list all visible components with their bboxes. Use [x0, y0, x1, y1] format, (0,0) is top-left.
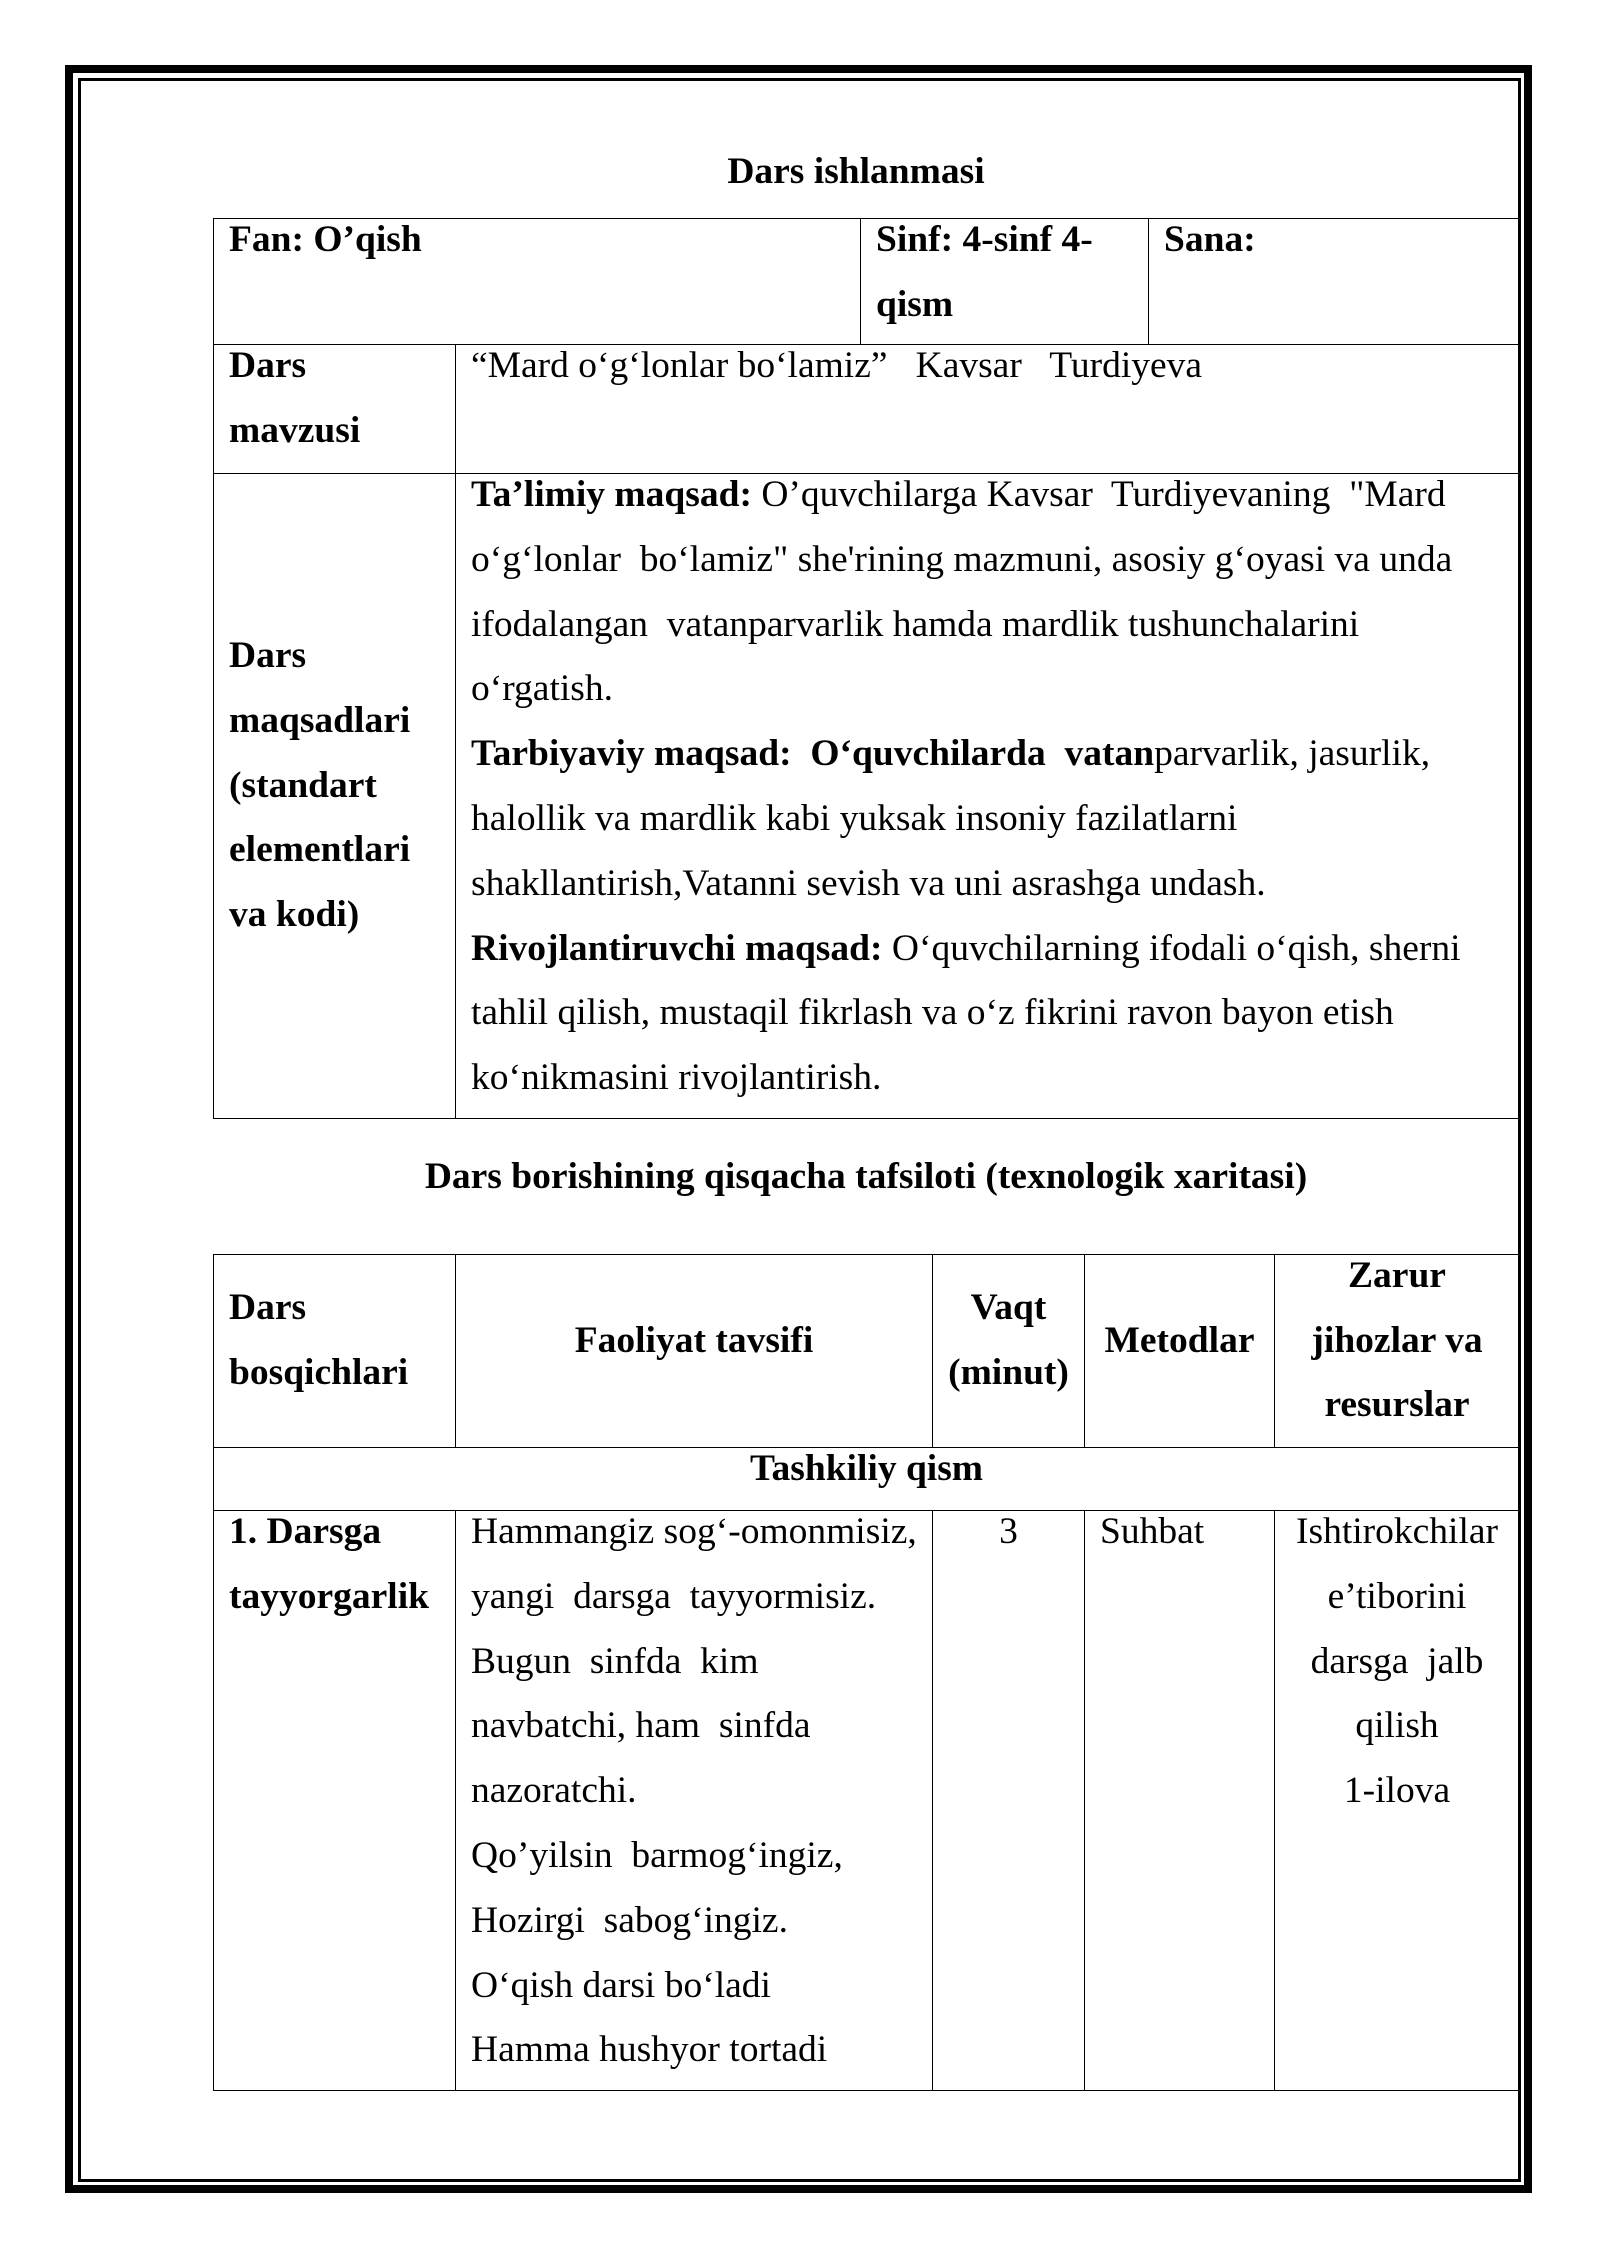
header-stage [229, 1276, 449, 1406]
topic-label-cell [214, 345, 456, 474]
lesson-flow-table [213, 1254, 1520, 2091]
header-time-line: (minut) [948, 1352, 1069, 1393]
stage-cell [214, 1511, 456, 2091]
section-title: Tashkiliy qism [749, 1448, 984, 1489]
activity-line: yangi darsga tayyormisiz. [471, 1575, 877, 1617]
header-time-line: Vaqt [970, 1287, 1047, 1329]
header-activity-cell [456, 1255, 933, 1448]
methods-cell [1085, 1511, 1275, 2091]
header-stage-line: bosqichlari [229, 1352, 409, 1393]
goals-label-line: Dars [229, 635, 307, 676]
goal-line: halollik va mardlik kabi yuksak insoniy fazilatlarni [471, 797, 1238, 839]
goals-label-line: va kodi) [229, 894, 360, 936]
grade-text-line: qism [876, 283, 954, 325]
info-row-goals [214, 474, 1520, 1119]
resources-line: e’tiborini [1327, 1575, 1467, 1617]
flow-heading: Dars borishining qisqacha tafsiloti (texnologik xaritasi) [424, 1156, 1308, 1197]
resources-line: darsga jalb [1310, 1640, 1484, 1682]
goal-line [471, 463, 1513, 528]
goals-cell [456, 474, 1520, 1119]
activity-line: navbatchi, ham sinfda [471, 1705, 811, 1747]
info-row-subject [214, 219, 1520, 345]
header-methods-cell [1085, 1255, 1275, 1448]
activity-text [471, 1500, 926, 2083]
topic-label-line: Dars [229, 345, 307, 386]
subject-cell [214, 219, 861, 345]
activity-line: Hammangiz sog‘-omonmisiz, [471, 1511, 917, 1552]
activity-line: Qo’yilsin barmog‘ingiz, [471, 1834, 843, 1876]
stage-text [229, 1500, 449, 1630]
resources-line: 1-ilova [1343, 1770, 1451, 1812]
header-resources-cell [1275, 1255, 1520, 1448]
goal-line: shakllantirish,Vatanni sevish va uni asrashga undash. [471, 862, 1266, 904]
document-title: Dars ishlanmasi [727, 151, 985, 192]
date-cell [1149, 219, 1520, 345]
goal-text: O‘quvchilarning ifodali o‘qish, sherni [891, 927, 1461, 969]
activity-line: O‘qish darsi bo‘ladi [471, 1964, 771, 2006]
header-stage-cell [214, 1255, 456, 1448]
grade-cell [861, 219, 1149, 345]
goals-text [471, 463, 1513, 1111]
methods-value: Suhbat [1100, 1511, 1205, 1552]
header-resources [1279, 1244, 1515, 1438]
goal-line [471, 722, 1513, 787]
header-activity: Faoliyat tavsifi [574, 1319, 814, 1361]
goal-line: ifodalangan vatanparvarlik hamda mardlik tushunchalarini [471, 603, 1360, 645]
goal-line: ko‘nikmasini rivojlantirish. [471, 1057, 882, 1099]
activity-line: Hozirgi sabog‘ingiz. [471, 1899, 788, 1941]
goal-label-talimiy: Ta’limiy maqsad: [471, 474, 752, 515]
subject-text: Fan: O’qish [229, 219, 422, 260]
activity-cell [456, 1511, 933, 2091]
goals-label-line: (standart [229, 764, 377, 806]
resources-line: Ishtirokchilar [1295, 1511, 1499, 1552]
goals-label [229, 624, 449, 948]
stage-line: tayyorgarlik [229, 1575, 429, 1617]
table-row [214, 1511, 1520, 2091]
lesson-info-table [213, 218, 1520, 1119]
grade-text [876, 208, 1142, 338]
topic-cell [456, 345, 1520, 474]
header-stage-line: Dars [229, 1287, 307, 1329]
goal-bold-text: O‘quvchilarda vatan [810, 733, 1155, 775]
topic-text: “Mard o‘g‘lonlar bo‘lamiz” Kavsar Turdiyeva [471, 345, 1203, 386]
goal-text: O’quvchilarga Kavsar Turdiyevaning "Mard [761, 474, 1446, 515]
header-resources-line: Zarur [1348, 1254, 1446, 1296]
resources-line: qilish [1355, 1705, 1439, 1747]
topic-label-line: mavzusi [229, 409, 361, 451]
header-time-cell [933, 1255, 1085, 1448]
time-value: 3 [999, 1511, 1018, 1552]
activity-line: Hamma hushyor tortadi [471, 2029, 828, 2071]
goals-label-cell [214, 474, 456, 1119]
goal-label-rivojlantiruvchi: Rivojlantiruvchi maqsad: [471, 927, 883, 969]
topic-label [229, 334, 449, 464]
grade-text-line: Sinf: 4-sinf 4- [876, 219, 1093, 260]
time-cell [933, 1511, 1085, 2091]
header-time [937, 1276, 1080, 1406]
info-row-topic [214, 345, 1520, 474]
flow-header-row [214, 1255, 1520, 1448]
header-methods: Metodlar [1104, 1319, 1255, 1361]
goal-line: o‘rgatish. [471, 668, 613, 710]
goal-line [471, 917, 1513, 982]
goals-label-line: maqsadlari [229, 699, 411, 741]
resources-cell [1275, 1511, 1520, 2091]
header-resources-line: resurslar [1324, 1384, 1470, 1426]
header-resources-line: jihozlar va [1311, 1319, 1483, 1361]
goal-text: parvarlik, jasurlik, [1154, 733, 1431, 775]
goal-line: tahlil qilish, mustaqil fikrlash va o‘z fikrini ravon bayon etish [471, 992, 1394, 1034]
goal-line: o‘g‘lonlar bo‘lamiz" she'rining mazmuni, asosiy g‘oyasi va unda [471, 538, 1453, 580]
goals-label-line: elementlari [229, 829, 411, 871]
stage-line: 1. Darsga [229, 1511, 382, 1552]
activity-line: nazoratchi. [471, 1770, 637, 1812]
date-label: Sana: [1164, 219, 1256, 260]
resources-text [1279, 1500, 1515, 1824]
goal-label-tarbiyaviy: Tarbiyaviy maqsad: [471, 733, 792, 775]
activity-line: Bugun sinfda kim [471, 1640, 759, 1682]
